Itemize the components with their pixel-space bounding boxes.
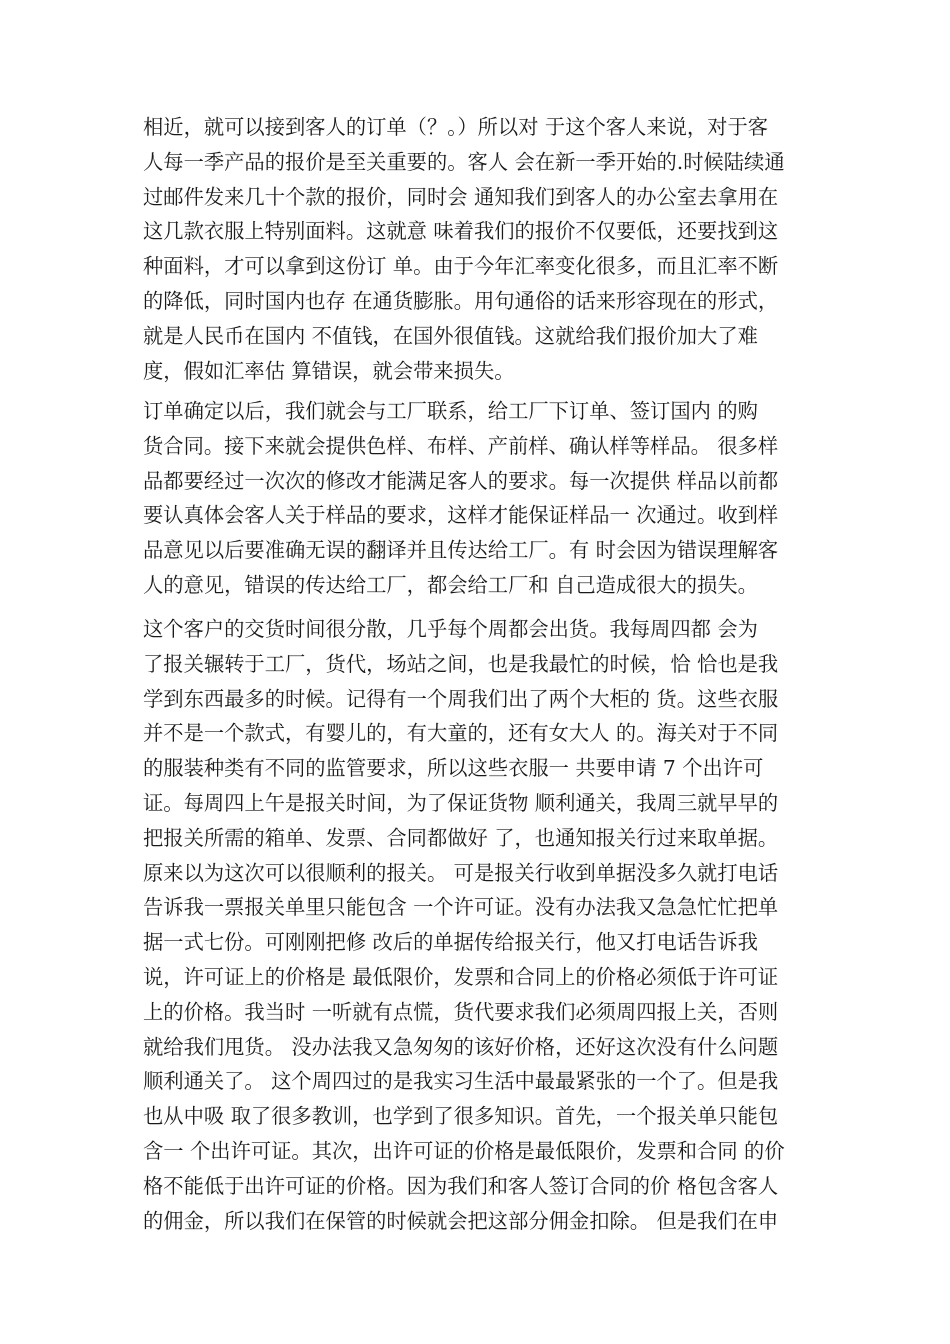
text-line: 证。每周四上午是报关时间，为了保证货物 顺利通关，我周三就早早的	[143, 790, 779, 815]
text-line: 告诉我一票报关单里只能包含 一个许可证。没有办法我又急急忙忙把单	[143, 895, 779, 920]
text-line: 的佣金，所以我们在保管的时候就会把这部分佣金扣除。 但是我们在申	[143, 1208, 779, 1233]
text-line: 了报关辗转于工厂，货代，场站之间，也是我最忙的时候，恰 恰也是我	[143, 651, 779, 676]
text-line: 含一 个出许可证。其次，出许可证的价格是最低限价，发票和合同 的价	[143, 1138, 785, 1163]
text-line: 据一式七份。可刚刚把修 改后的单据传给报关行，他又打电话告诉我	[143, 930, 758, 955]
text-line: 订单确定以后，我们就会与工厂联系，给工厂下订单、签订国内 的购	[143, 399, 758, 423]
text-line: 这几款衣服上特别面料。这就意 味着我们的报价不仅要低，还要找到这	[143, 219, 779, 244]
text-line: 这个客户的交货时间很分散，几乎每个周都会出货。我每周四都 会为	[143, 617, 758, 641]
text-line: 学到东西最多的时候。记得有一个周我们出了两个大柜的 货。这些衣服	[143, 686, 779, 711]
text-line: 说，许可证上的价格是 最低限价，发票和合同上的价格必须低于许可证	[143, 964, 779, 989]
text-line: 人每一季产品的报价是至关重要的。客人 会在新一季开始的.时候陆续通	[143, 149, 785, 174]
text-line: 就是人民币在国内 不值钱，在国外很值钱。这就给我们报价加大了难	[143, 323, 758, 348]
paragraph-1	[143, 110, 811, 388]
text-line: 的服装种类有不同的监管要求，所以这些衣服一 共要申请 7 个出许可	[143, 756, 764, 781]
text-line: 度，假如汇率估 算错误，就会带来损失。	[143, 358, 515, 383]
text-line: 的降低，同时国内也存 在通货膨胀。用句通俗的话来形容现在的形式，	[143, 288, 779, 313]
text-line: 人的意见，错误的传达给工厂，都会给工厂和 自己造成很大的损失。	[143, 572, 758, 597]
text-line: 原来以为这次可以很顺利的报关。 可是报关行收到单据没多久就打电话	[143, 860, 779, 885]
text-line: 上的价格。我当时 一听就有点慌，货代要求我们必须周四报上关，否则	[143, 999, 779, 1024]
text-line: 把报关所需的箱单、发票、合同都做好 了，也通知报关行过来取单据。	[143, 825, 779, 850]
text-line: 相近，就可以接到客人的订单（？。）所以对 于这个客人来说，对于客	[143, 115, 769, 139]
text-line: 也从中吸 取了很多教训，也学到了很多知识。首先，一个报关单只能包	[143, 1104, 779, 1129]
text-line: 品都要经过一次次的修改才能满足客人的要求。每一次提供 样品以前都	[143, 468, 779, 493]
text-line: 顺利通关了。 这个周四过的是我实习生活中最最紧张的一个了。但是我	[143, 1069, 779, 1094]
text-line: 要认真体会客人关于样品的要求，这样才能保证样品一 次通过。收到样	[143, 503, 779, 528]
text-line: 就给我们甩货。 没办法我又急匆匆的该好价格，还好这次没有什么问题	[143, 1034, 779, 1059]
paragraph-2	[143, 394, 811, 603]
text-line: 种面料，才可以拿到这份订 单。由于今年汇率变化很多，而且汇率不断	[143, 254, 779, 279]
text-line: 并不是一个款式，有婴儿的，有大童的，还有女大人 的。海关对于不同	[143, 721, 779, 746]
paragraph-3	[143, 612, 811, 1238]
text-line: 过邮件发来几十个款的报价，同时会 通知我们到客人的办公室去拿用在	[143, 184, 779, 209]
text-line: 货合同。接下来就会提供色样、布样、产前样、确认样等样品。 很多样	[143, 433, 779, 458]
text-line: 格不能低于出许可证的价格。因为我们和客人签订合同的价 格包含客人	[143, 1173, 779, 1198]
text-line: 品意见以后要准确无误的翻译并且传达给工厂。有 时会因为错误理解客	[143, 538, 779, 563]
